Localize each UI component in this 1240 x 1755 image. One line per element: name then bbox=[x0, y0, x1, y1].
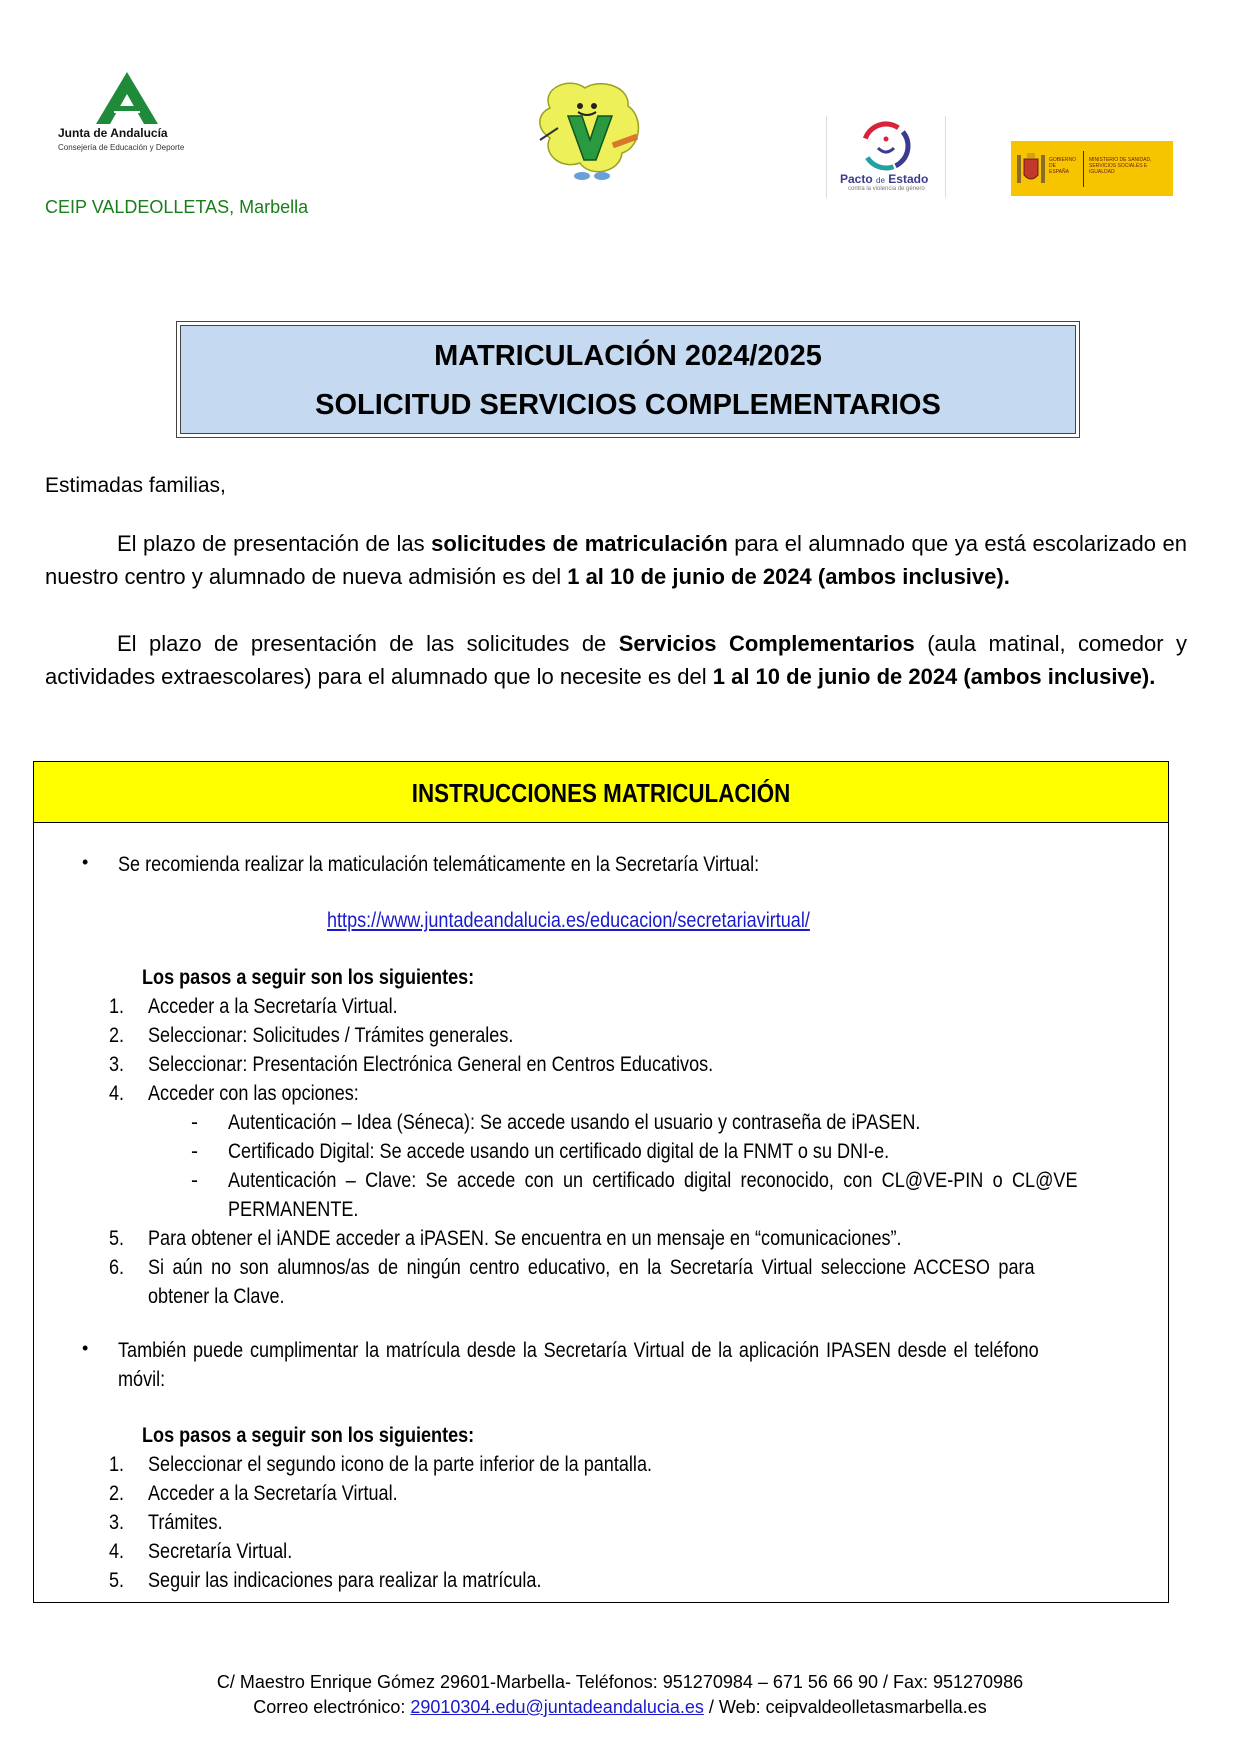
greeting: Estimadas familias, bbox=[45, 474, 226, 497]
steps-title: Los pasos a seguir son los siguientes: bbox=[142, 1424, 475, 1447]
bullet-text: También puede cumplimentar la matrícula desde la Secretaría Virtual de la aplicación IPASEN desde el teléfono bbox=[118, 1339, 1039, 1362]
junta-subtitle: Consejería de Educación y Deporte bbox=[58, 143, 185, 152]
bullet-text: Se recomienda realizar la maticulación telemáticamente en la Secretaría Virtual: bbox=[118, 853, 760, 876]
pacto-subtitle: contra la violencia de género bbox=[848, 186, 925, 192]
option-item: Certificado Digital: Se accede usando un certificado digital de la FNMT o su DNI-e. bbox=[228, 1140, 890, 1163]
list-number: 6. bbox=[109, 1256, 125, 1279]
list-number: 5. bbox=[109, 1227, 125, 1250]
page-title: MATRICULACIÓN 2024/2025 bbox=[434, 340, 822, 372]
page-subtitle: SOLICITUD SERVICIOS COMPLEMENTARIOS bbox=[315, 389, 941, 421]
list-item: Acceder a la Secretaría Virtual. bbox=[148, 995, 398, 1018]
school-name: CEIP VALDEOLLETAS, Marbella bbox=[45, 197, 309, 217]
dash-icon: - bbox=[191, 1169, 198, 1192]
option-item: Autenticación – Clave: Se accede con un certificado digital reconocido, con CL@VE-PIN o CL@VE bbox=[228, 1169, 1078, 1192]
list-item-continued: obtener la Clave. bbox=[148, 1285, 285, 1308]
list-item: Seleccionar: Solicitudes / Trámites generales. bbox=[148, 1024, 514, 1047]
list-item: Seleccionar: Presentación Electrónica General en Centros Educativos. bbox=[148, 1053, 714, 1076]
list-item: Para obtener el iANDE acceder a iPASEN. Se encuentra en un mensaje en “comunicaciones”. bbox=[148, 1227, 902, 1250]
option-item-continued: PERMANENTE. bbox=[228, 1198, 359, 1221]
list-item: Acceder a la Secretaría Virtual. bbox=[148, 1482, 398, 1505]
junta-name: Junta de Andalucía bbox=[58, 126, 168, 140]
list-number: 5. bbox=[109, 1569, 125, 1592]
list-number: 1. bbox=[109, 995, 125, 1018]
ministerio-text: MINISTERIO DE SANIDAD, SERVICIOS SOCIALES E IGUALDAD bbox=[1089, 157, 1152, 175]
list-item: Si aún no son alumnos/as de ningún centro educativo, en la Secretaría Virtual seleccione ACCESO para bbox=[148, 1256, 1035, 1279]
list-number: 3. bbox=[109, 1511, 125, 1534]
instructions-box bbox=[33, 761, 1169, 1603]
list-item: Seleccionar el segundo icono de la parte inferior de la pantalla. bbox=[148, 1453, 653, 1476]
list-item: Secretaría Virtual. bbox=[148, 1540, 293, 1563]
paragraph-servicios: El plazo de presentación de las solicitudes de Servicios Complementarios (aula matinal, comedor y actividades extraescolares) para el alumnado que lo necesite es del 1 al 10 de junio de 2024 (ambos inclusive). bbox=[45, 631, 1187, 689]
dash-icon: - bbox=[191, 1140, 198, 1163]
gobierno-text: GOBIERNO DE ESPAÑA bbox=[1049, 157, 1076, 175]
email-link[interactable]: 29010304.edu@juntadeandalucia.es bbox=[410, 1697, 704, 1717]
pacto-name: Pacto de Estado bbox=[840, 172, 929, 186]
paragraph-matriculacion: El plazo de presentación de las solicitudes de matriculación para el alumnado que ya está escolarizado en nuestro centro y alumnado de nueva admisión es del 1 al 10 de junio de 2024 (ambos inclusive). bbox=[45, 531, 1187, 589]
bullet-icon: • bbox=[82, 1338, 89, 1358]
bullet-text-continued: móvil: bbox=[118, 1368, 166, 1391]
list-number: 2. bbox=[109, 1482, 125, 1505]
list-number: 4. bbox=[109, 1082, 125, 1105]
secretaria-virtual-link[interactable]: https://www.juntadeandalucia.es/educacion/secretariavirtual/ bbox=[327, 909, 810, 932]
instructions-header: INSTRUCCIONES MATRICULACIÓN bbox=[34, 762, 1168, 823]
list-number: 4. bbox=[109, 1540, 125, 1563]
list-number: 3. bbox=[109, 1053, 125, 1076]
gobierno-espana-logo bbox=[1011, 141, 1173, 196]
footer-contact: Correo electrónico: 29010304.edu@juntadeandalucia.es / Web: ceipvaldeolletasmarbella.es bbox=[253, 1697, 987, 1717]
list-number: 2. bbox=[109, 1024, 125, 1047]
dash-icon: - bbox=[191, 1111, 198, 1134]
pacto-de-estado-logo bbox=[826, 116, 946, 198]
list-item: Trámites. bbox=[148, 1511, 223, 1534]
list-number: 1. bbox=[109, 1453, 125, 1476]
school-mascot-logo bbox=[530, 78, 650, 188]
bullet-icon: • bbox=[82, 852, 89, 872]
option-item: Autenticación – Idea (Séneca): Se accede usando el usuario y contraseña de iPASEN. bbox=[228, 1111, 921, 1134]
footer-address: C/ Maestro Enrique Gómez 29601-Marbella- Teléfonos: 951270984 – 671 56 66 90 / Fax: 951270986 bbox=[216, 1672, 1024, 1692]
list-item: Seguir las indicaciones para realizar la matrícula. bbox=[148, 1569, 542, 1592]
list-item: Acceder con las opciones: bbox=[148, 1082, 359, 1105]
steps-title: Los pasos a seguir son los siguientes: bbox=[142, 966, 475, 989]
title-box bbox=[176, 321, 1080, 438]
